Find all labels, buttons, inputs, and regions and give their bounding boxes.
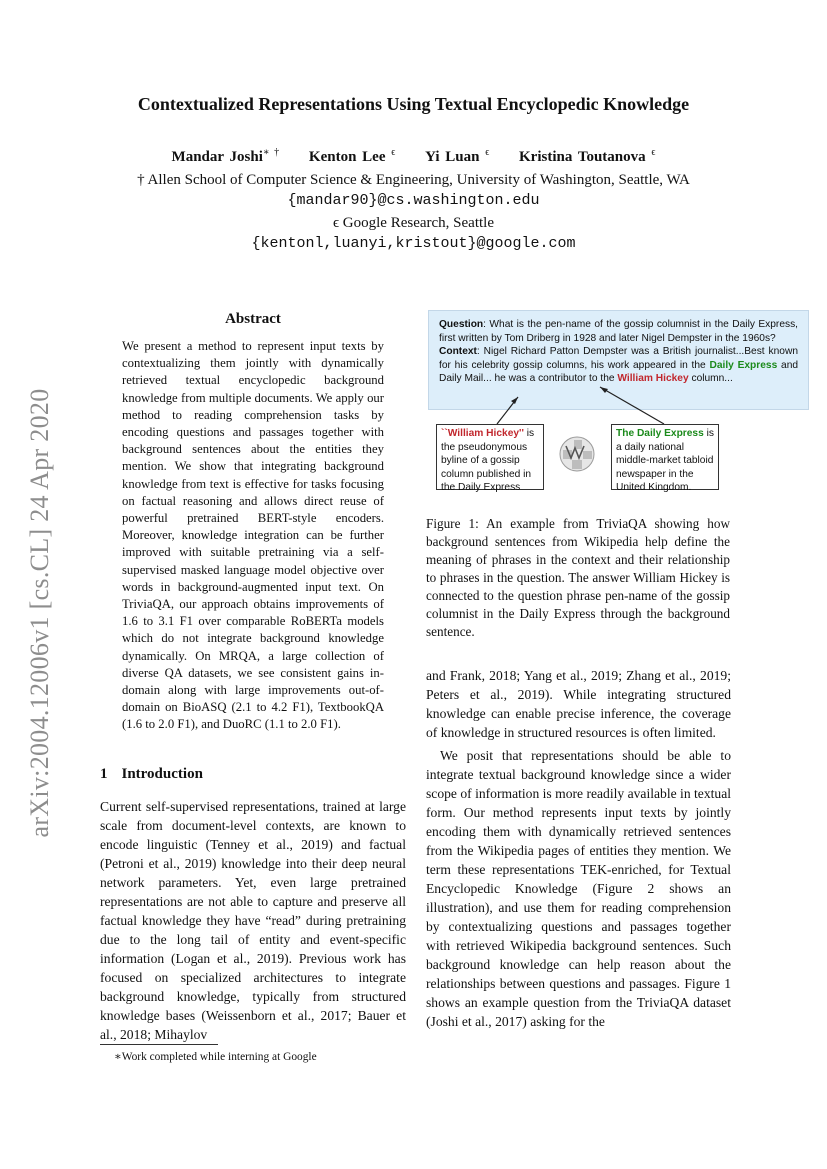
right-paragraph-1: and Frank, 2018; Yang et al., 2019; Zhang et al., 2019; Peters et al., 2019). While integrating structured knowledge can enable precise inference, the coverage of knowledge in structured resources is often limited. xyxy=(426,668,731,740)
paper-title: Contextualized Representations Using Textual Encyclopedic Knowledge xyxy=(137,94,690,114)
question-label: Question xyxy=(439,319,484,330)
footnote: ∗Work completed while interning at Google xyxy=(114,1051,317,1063)
entity-daily-express: Daily Express xyxy=(709,359,778,371)
entity-william-hickey: William Hickey xyxy=(617,373,689,385)
affiliation-google: ϵ Google Research, Seattle xyxy=(332,215,494,231)
wiki-snippet-daily-express xyxy=(611,424,719,494)
right-column-text xyxy=(426,666,731,1031)
abstract-body: We present a method to represent input texts by contextualizing them jointly with dynamically retrieved textual encyclopedic background knowledge from multiple documents. We apply our method to reading comprehension tasks by encoding questions and passages together with background sentences about the entities they mention. We show that integrating background knowledge from text is effective for tasks focusing on factual reasoning and allows direct reuse of powerful pretrained BERT-style encoders. Moreover, knowledge integration can be further improved with suitable pretraining via a self-supervised masked language model objective over words in background-augmented input text. On TriviaQA, our approach obtains improvements of 1.6 to 3.1 F1 over comparable RoBERTa models which do not integrate background knowledge dynamically. On MRQA, a large collection of diverse QA datasets, we see consistent gains in-domain along with large improvements out-of-domain on BioASQ (2.1 to 4.2 F1), TextbookQA (1.6 to 2.0 F1), and DuoRC (1.1 to 2.0 F1). xyxy=(122,339,384,732)
abstract-heading: Abstract xyxy=(225,311,281,327)
right-paragraph-2: We posit that representations should be able to integrate textual background knowledge since a wider scope of information is more readily available in textual form. Our method represents input texts by jointly encoding them with dynamically retrieved sentences from the Wikipedia pages of entities they mention. We term these representations TEK-enriched, for Textual Encyclopedic Knowledge (Figure 2 shows an illustration), and use them for reading comprehension by contextualizing questions and passages together with retrieved Wikipedia background sentences. Such background knowledge can help reason about the relationships between questions and passages. Figure 1 shows an example question from the TriviaQA dataset (Joshi et al., 2017) asking for the xyxy=(426,748,732,1029)
arxiv-identifier: arXiv:2004.12006v1 [cs.CL] 24 Apr 2020 xyxy=(25,387,54,838)
dbox-text: is a daily national middle-market tabloid newspaper in the United Kingdom. xyxy=(616,428,714,494)
arrow-to-daily-express xyxy=(600,387,664,424)
email-uw[interactable]: {mandar90}@cs.washington.edu xyxy=(287,192,540,209)
section-title: Introduction xyxy=(121,766,203,782)
question-text: : What is the pen-name of the gossip columnist in the Daily Express, first written by Tom Driberg in 1928 and later Nigel Dempster in the 1960s? xyxy=(439,319,798,344)
wikipedia-globe-icon xyxy=(557,434,597,474)
email-google[interactable]: {kentonl,luanyi,kristout}@google.com xyxy=(251,235,576,252)
author-2: Kenton Lee $^\epsilon$ xyxy=(308,147,396,165)
section-number: 1 xyxy=(100,766,108,782)
wiki-snippet-william-hickey xyxy=(436,424,544,494)
wbox-text: is the pseudonymous byline of a gossip column published in the Daily Express xyxy=(441,428,535,494)
affiliation-uw: † Allen School of Computer Science & Engineering, University of Washington, Seattle, WA xyxy=(137,172,690,188)
figure-question-context-box: Question: What is the pen-name of the gossip columnist in the Daily Express, first written by Tom Driberg in 1928 and later Nigel Dempster in the 1960s? Context: Nigel Richard Patton Dempster was a British journalist...Best known for his celebrity gossip columns, his work appeared in the Daily Express and Daily Mail... he was a contributor to the William Hickey column... xyxy=(428,310,809,410)
author-3: Yi Luan $^\epsilon$ xyxy=(425,147,490,165)
author-1: Mandar Joshi∗ † xyxy=(171,147,280,165)
wbox-entity: ``William Hickey'' xyxy=(441,428,524,439)
author-4: Kristina Toutanova $^\epsilon$ xyxy=(519,147,656,165)
figure-1-caption: Figure 1: An example from TriviaQA showing how background sentences from Wikipedia help define the meaning of phrases in the context and their relationship to phrases in the question. The answer William Hickey is connected to the question phrase pen-name of the gossip columnist in the Daily Express through the background sentence. xyxy=(426,516,730,639)
intro-paragraph: Current self-supervised representations, trained at large scale from document-level contexts, are known to encode linguistic (Tenney et al., 2019) and factual (Petroni et al., 2019) knowledge into their deep neural network parameters. Yet, even large pretrained representations are not able to capture and preserve all factual knowledge they have “read” during pretraining due to the long tail of entity and event-specific information (Logan et al., 2019). Previous work has focused on specialized architectures to integrate background knowledge, typically from structured knowledge bases (Weissenborn et al., 2017; Bauer et al., 2018; Mihaylov xyxy=(100,799,406,1042)
dbox-entity: The Daily Express xyxy=(616,428,704,439)
context-label: Context xyxy=(439,346,477,358)
